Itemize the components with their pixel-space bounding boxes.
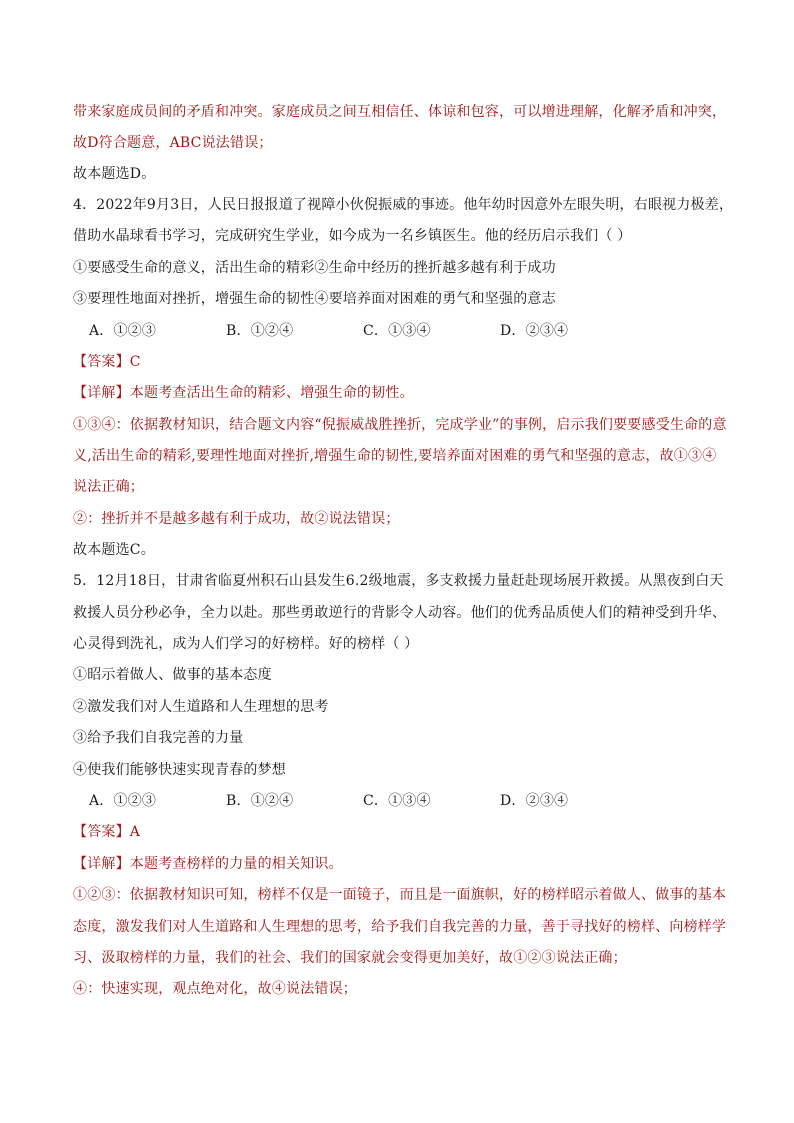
prev-explanation-line-2: 故D符合题意，ABC说法错误； [73,135,273,151]
q4-conclusion: 故本题选C。 [73,542,155,558]
q4-option-b: B．①②④ [226,323,294,339]
q4-analysis-1-line-1: ①③④：依据教材知识，结合题文内容“倪振威战胜挫折，完成学业”的事例，启示我们要要感受生命的意 [73,417,727,433]
q4-options [89,321,568,341]
q4-option-a: A．①②③ [89,323,157,339]
q4-analysis-1-line-3: 说法正确； [73,479,144,495]
q5-stem-line-2: 救援人员分秒必争，全力以赴。那些勇敢逆行的背影令人动容。他们的优秀品质使人们的精神受到升华、 [73,605,727,621]
q5-option-c: C．①③④ [363,793,431,809]
q5-analysis-1-line-3: 习、汲取榜样的力量，我们的社会、我们的国家就会变得更加美好，故①②③说法正确； [73,950,627,966]
q5-option-b: B．①②④ [226,793,294,809]
q4-option-d: D．②③④ [500,323,569,339]
q5-stem-line-3: 心灵得到洗礼，成为人们学习的好榜样。好的榜样（ ） [73,636,419,652]
q5-analysis-1-line-1: ①②③：依据教材知识可知，榜样不仅是一面镜子，而且是一面旗帜，好的榜样昭示着做人、做事的基本 [73,887,727,903]
q4-stem-line-1: 4．2022年9月3日，人民日报报道了视障小伙倪振威的事迹。他年幼时因意外左眼失明，右眼视力极差， [73,197,734,213]
q5-statement-1: ①昭示着做人、做事的基本态度 [73,667,272,683]
q4-stem-line-2: 借助水晶球看书学习，完成研究生学业，如今成为一名乡镇医生。他的经历启示我们（ ） [73,228,632,244]
q4-analysis-1-line-2: 义,活出生命的精彩,要理性地面对挫折,增强生命的韧性,要培养面对困难的勇气和坚强的意志，故①③④ [73,448,717,464]
q4-statements-line-1: ①要感受生命的意义，活出生命的精彩②生命中经历的挫折越多越有利于成功 [73,260,556,276]
q5-analysis-2: ④：快速实现，观点绝对化，故④说法错误； [73,981,357,997]
q5-stem-line-1: 5．12月18日，甘肃省临夏州积石山县发生6.2级地震，多支救援力量赶赴现场展开救援。从黑夜到白天 [73,573,724,589]
prev-conclusion: 故本题选D。 [73,166,156,182]
q5-option-d: D．②③④ [500,793,569,809]
q5-statement-2: ②激发我们对人生道路和人生理想的思考 [73,699,329,715]
q4-option-c: C．①③④ [363,323,431,339]
q4-answer: 【答案】C [73,354,141,370]
q5-detail: 【详解】本题考查榜样的力量的相关知识。 [73,856,343,872]
q5-statement-3: ③给予我们自我完善的力量 [73,730,244,746]
prev-explanation-line-1: 带来家庭成员间的矛盾和冲突。家庭成员之间互相信任、体谅和包容，可以增进理解，化解矛盾和冲突， [73,104,727,120]
q4-statements-line-2: ③要理性地面对挫折，增强生命的韧性④要培养面对困难的勇气和坚强的意志 [73,291,556,307]
q5-answer: 【答案】A [73,824,141,840]
q5-options [89,791,568,811]
q5-option-a: A．①②③ [89,793,157,809]
q4-analysis-2: ②：挫折并不是越多越有利于成功，故②说法错误； [73,511,400,527]
q4-detail: 【详解】本题考查活出生命的精彩、增强生命的韧性。 [73,385,414,401]
q5-statement-4: ④使我们能够快速实现青春的梦想 [73,762,286,778]
q5-analysis-1-line-2: 态度，激发我们对人生道路和人生理想的思考，给予我们自我完善的力量，善于寻找好的榜样、向榜样学 [73,919,727,935]
